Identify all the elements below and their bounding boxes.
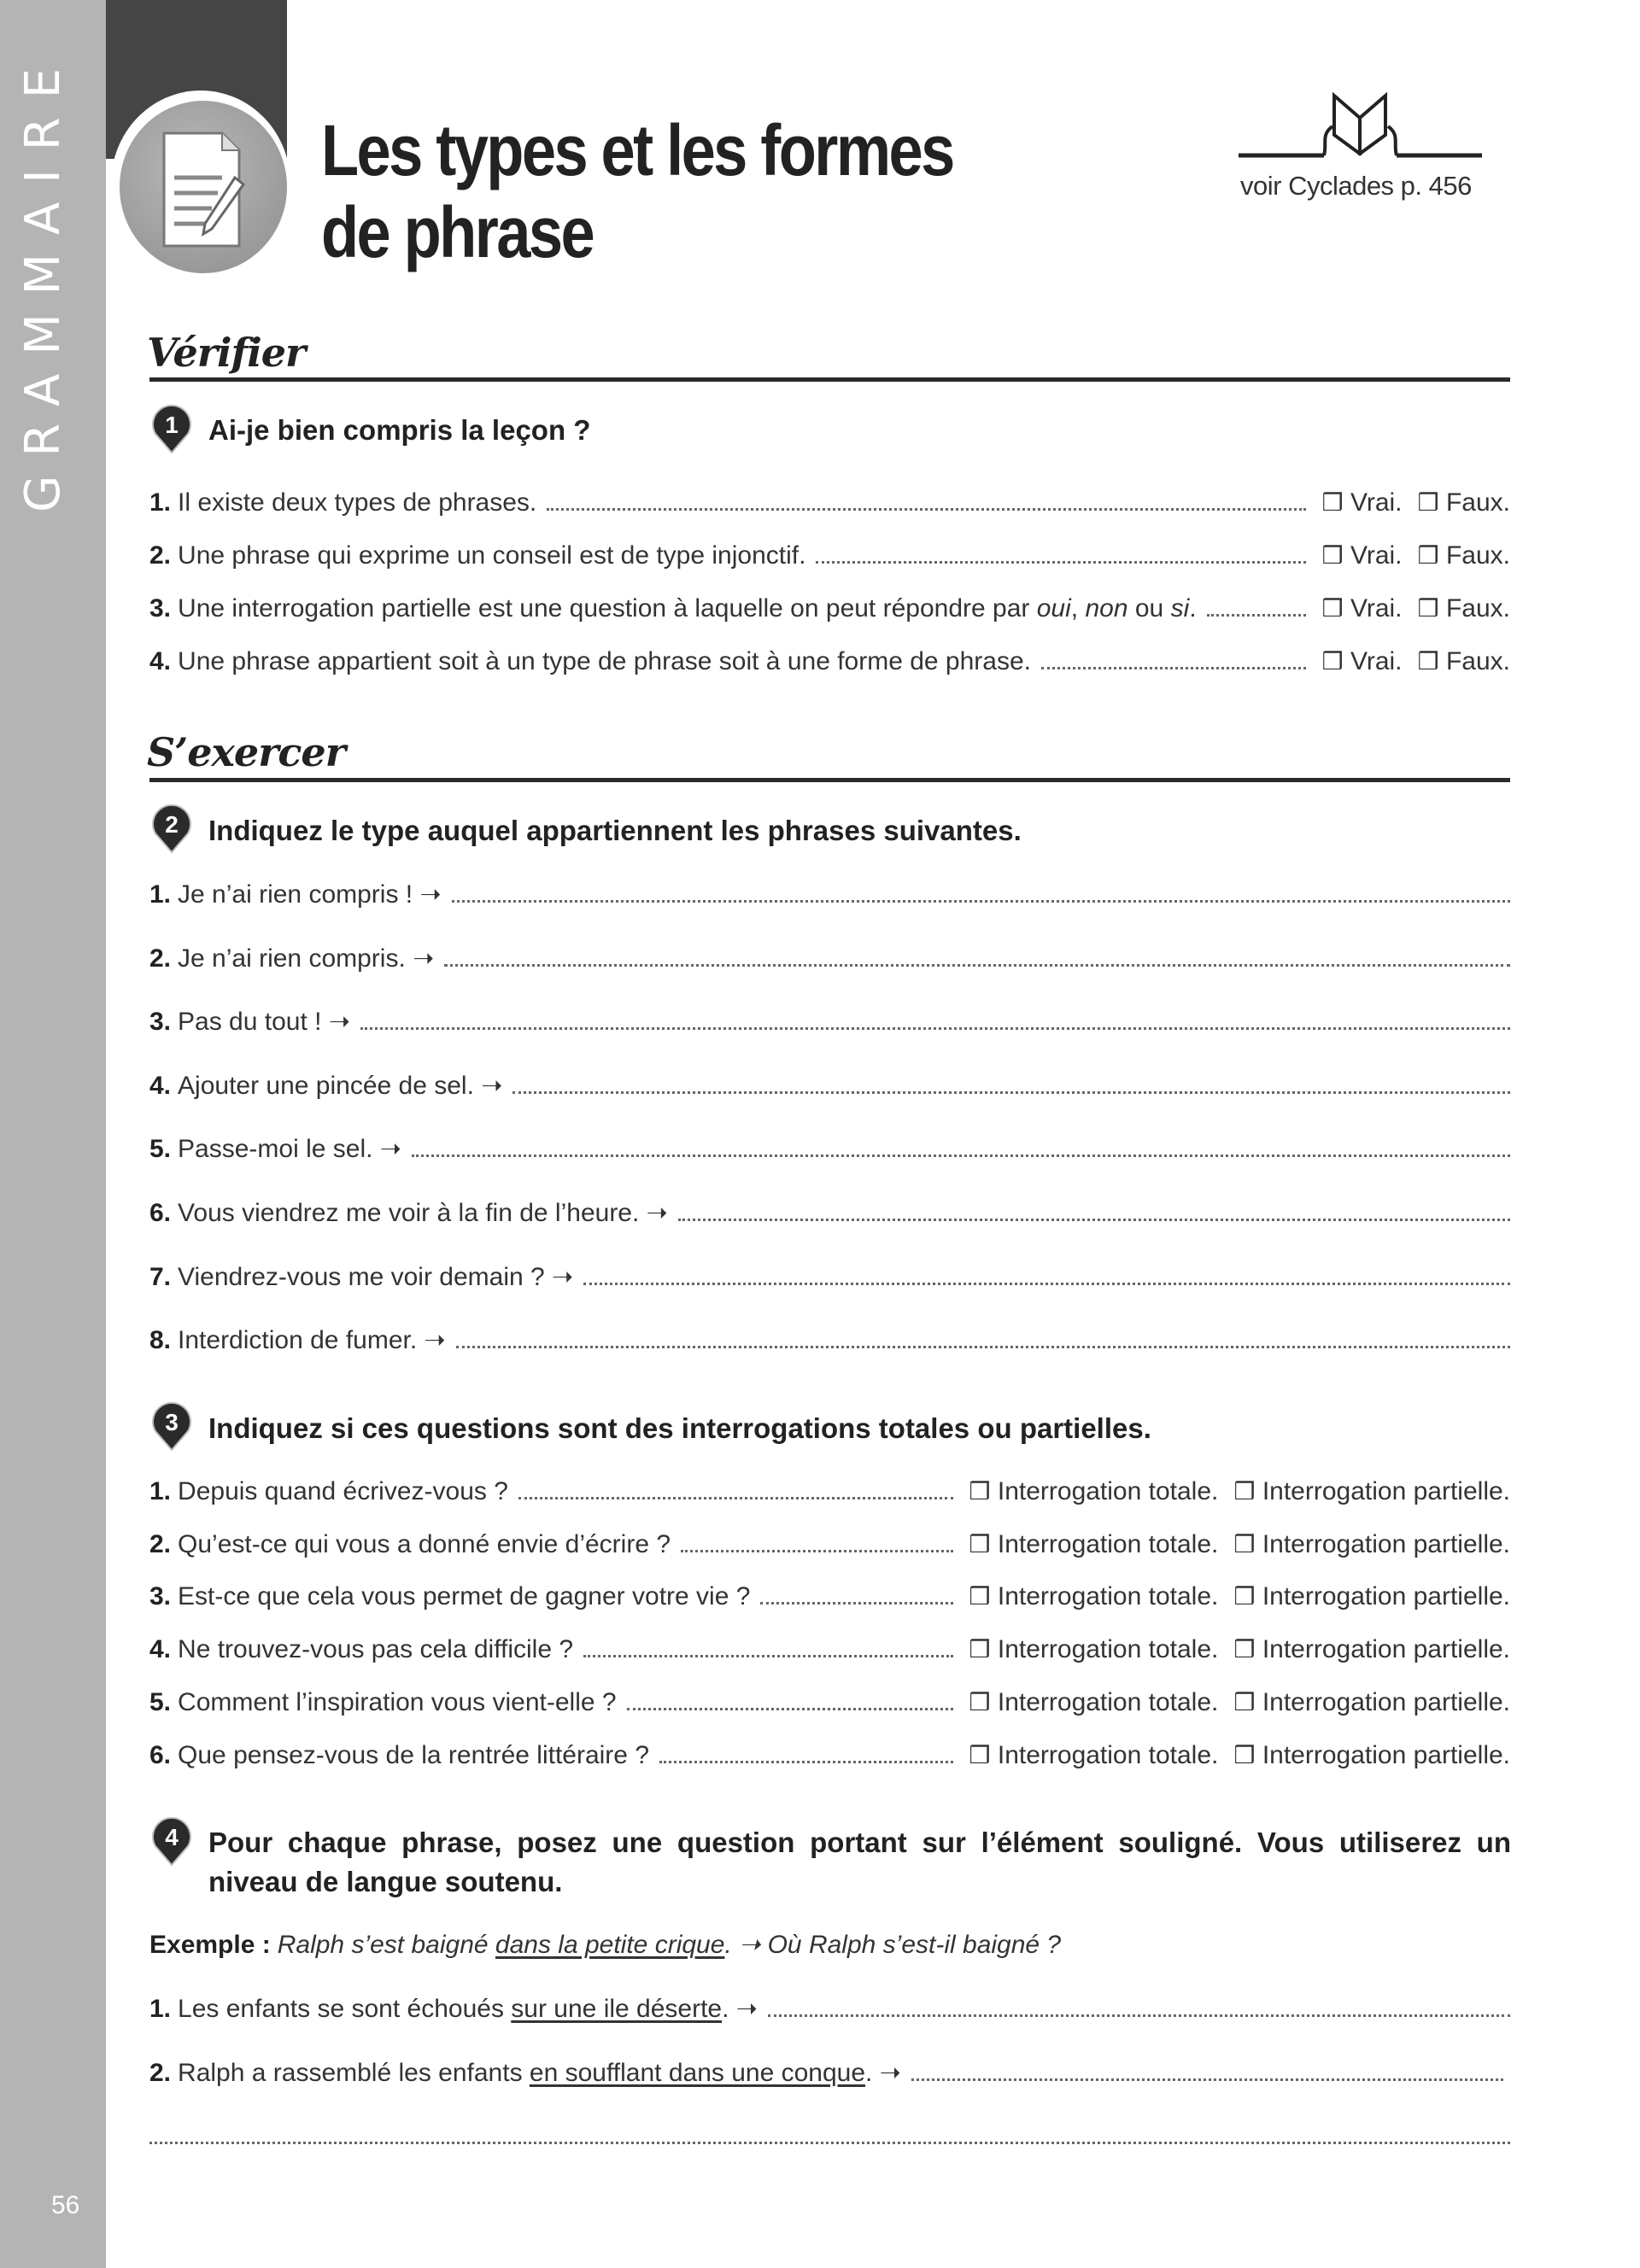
- checkbox-total[interactable]: ❒: [969, 1583, 991, 1610]
- item-number: 1.: [149, 488, 172, 517]
- list-item: [149, 1635, 1510, 1664]
- false-label: Faux.: [1445, 488, 1510, 517]
- exercise-4-title: Pour chaque phrase, posez une question portant sur l’élément souligné. Vous utiliserez un niveau de langue soutenu.: [208, 1827, 1511, 1897]
- item-number: 1.: [149, 880, 172, 909]
- exercise-badge-icon: [150, 1815, 193, 1867]
- section-rule: [149, 377, 1510, 382]
- chapter-label: GRAMMAIRE: [15, 49, 71, 512]
- arrow-icon: ➝: [328, 1008, 350, 1037]
- list-item: [149, 541, 1510, 570]
- title-line-1: Les types et les formes: [321, 110, 953, 190]
- dotted-leader: [760, 1602, 953, 1605]
- checkbox-partial[interactable]: ❒: [1233, 1741, 1256, 1768]
- option-partial-label: Interrogation partielle.: [1262, 1635, 1510, 1664]
- item-number: 6.: [149, 1199, 172, 1227]
- true-label: Vrai.: [1350, 647, 1403, 675]
- answer-line[interactable]: [911, 2078, 1503, 2081]
- list-item: [149, 2058, 1510, 2088]
- title-line-2: de phrase: [321, 192, 594, 272]
- dotted-leader: [547, 508, 1306, 511]
- option-partial-label: Interrogation partielle.: [1262, 1582, 1510, 1611]
- option-total-label: Interrogation totale.: [997, 1529, 1219, 1558]
- true-label: Vrai.: [1350, 594, 1403, 623]
- answer-line[interactable]: [456, 1346, 1510, 1348]
- option-total-label: Interrogation totale.: [997, 1635, 1219, 1664]
- exercise-1-title: Ai-je bien compris la leçon ?: [208, 414, 591, 446]
- exercise-2-title: Indiquez le type auquel appartiennent les phrases suivantes.: [208, 815, 1022, 846]
- list-item: [149, 880, 1510, 909]
- arrow-icon: ➝: [879, 2059, 901, 2087]
- true-label: Vrai.: [1350, 488, 1403, 517]
- dotted-leader: [583, 1655, 953, 1657]
- checkbox-total[interactable]: ❒: [969, 1741, 991, 1768]
- item-text: Il existe deux types de phrases.: [178, 488, 537, 517]
- option-total-label: Interrogation totale.: [997, 1687, 1219, 1716]
- item-text: Qu’est-ce qui vous a donné envie d’écrire ?: [178, 1529, 671, 1558]
- checkbox-total[interactable]: ❒: [969, 1636, 991, 1663]
- item-text: Ne trouvez-vous pas cela difficile ?: [178, 1635, 574, 1664]
- item-number: 3.: [149, 594, 172, 623]
- answer-line[interactable]: [452, 900, 1510, 903]
- item-number: 6.: [149, 1740, 172, 1769]
- svg-text:1: 1: [165, 412, 179, 438]
- list-item: [149, 1530, 1510, 1559]
- item-text: Que pensez-vous de la rentrée littéraire ?: [178, 1740, 649, 1769]
- document-pencil-icon: [120, 101, 287, 273]
- false-label: Faux.: [1445, 647, 1510, 675]
- item-text: Une phrase qui exprime un conseil est de type injonctif.: [178, 541, 806, 570]
- item-number: 8.: [149, 1326, 172, 1355]
- answer-line[interactable]: [360, 1027, 1510, 1030]
- example-label: Exemple :: [149, 1931, 271, 1959]
- item-text: Ajouter une pincée de sel.: [178, 1071, 474, 1100]
- item-text: Pas du tout !: [178, 1008, 322, 1037]
- dotted-leader: [1041, 667, 1306, 669]
- checkbox-true[interactable]: ❒: [1321, 648, 1344, 675]
- answer-line[interactable]: [412, 1154, 1510, 1157]
- checkbox-partial[interactable]: ❒: [1233, 1688, 1256, 1716]
- arrow-icon: ➝: [646, 1199, 668, 1227]
- arrow-icon: ➝: [424, 1326, 446, 1355]
- item-text: Comment l’inspiration vous vient-elle ?: [178, 1687, 617, 1716]
- checkbox-true[interactable]: ❒: [1321, 542, 1344, 569]
- answer-line[interactable]: [149, 2142, 1510, 2144]
- item-text: Viendrez-vous me voir demain ?: [178, 1262, 545, 1291]
- item-number: 3.: [149, 1582, 172, 1611]
- arrow-icon: ➝: [735, 1995, 758, 2023]
- item-text: Depuis quand écrivez-vous ?: [178, 1477, 508, 1505]
- list-item: [149, 488, 1510, 517]
- checkbox-true[interactable]: ❒: [1321, 595, 1344, 622]
- option-total-label: Interrogation totale.: [997, 1477, 1219, 1505]
- checkbox-true[interactable]: ❒: [1321, 489, 1344, 516]
- checkbox-false[interactable]: ❒: [1417, 489, 1439, 516]
- checkbox-partial[interactable]: ❒: [1233, 1478, 1256, 1505]
- list-item: [149, 1325, 1510, 1355]
- checkbox-total[interactable]: ❒: [969, 1530, 991, 1558]
- svg-text:2: 2: [165, 811, 179, 838]
- checkbox-false[interactable]: ❒: [1417, 542, 1439, 569]
- list-item: [149, 1994, 1510, 2024]
- dotted-leader: [816, 561, 1306, 564]
- answer-line[interactable]: [512, 1091, 1510, 1094]
- answer-line[interactable]: [583, 1283, 1510, 1285]
- option-partial-label: Interrogation partielle.: [1262, 1687, 1510, 1716]
- dotted-leader: [681, 1550, 953, 1552]
- item-text: Une phrase appartient soit à un type de phrase soit à une forme de phrase.: [178, 647, 1031, 675]
- example-text: Ralph s’est baigné dans la petite crique. ➝ Où Ralph s’est-il baigné ?: [277, 1931, 1062, 1959]
- item-text: Je n’ai rien compris !: [178, 880, 413, 909]
- item-number: 2.: [149, 1529, 172, 1558]
- item-number: 4.: [149, 1071, 172, 1100]
- item-text: Je n’ai rien compris.: [178, 944, 406, 973]
- dotted-leader: [518, 1497, 953, 1499]
- section-title-verifier: Vérifier: [147, 330, 306, 376]
- exercise-badge-icon: [150, 1400, 193, 1452]
- item-number: 4.: [149, 1635, 172, 1664]
- item-number: 3.: [149, 1008, 172, 1037]
- exercise-3-title: Indiquez si ces questions sont des interrogations totales ou partielles.: [208, 1412, 1151, 1444]
- section-rule: [149, 778, 1510, 782]
- list-item: [149, 594, 1510, 623]
- item-number: 5.: [149, 1135, 172, 1164]
- exercise-badge-icon: [150, 403, 193, 454]
- item-text: Une interrogation partielle est une question à laquelle on peut répondre par oui, non ou si.: [178, 594, 1197, 623]
- arrow-icon: ➝: [739, 1931, 761, 1959]
- item-text: Ralph a rassemblé les enfants en soufflant dans une conque. ➝: [178, 2059, 901, 2087]
- item-number: 2.: [149, 541, 172, 570]
- option-total-label: Interrogation totale.: [997, 1740, 1219, 1769]
- textbook-reference: voir Cyclades p. 456: [1240, 171, 1472, 201]
- false-label: Faux.: [1445, 541, 1510, 570]
- item-text: Les enfants se sont échoués sur une ile déserte. ➝: [178, 1995, 758, 2023]
- list-item: [149, 1262, 1510, 1292]
- item-text: Est-ce que cela vous permet de gagner votre vie ?: [178, 1582, 751, 1611]
- answer-line[interactable]: [678, 1219, 1510, 1221]
- list-item: [149, 1071, 1510, 1101]
- arrow-icon: ➝: [419, 880, 442, 909]
- checkbox-partial[interactable]: ❒: [1233, 1530, 1256, 1558]
- item-text: Passe-moi le sel.: [178, 1135, 373, 1164]
- checkbox-false[interactable]: ❒: [1417, 648, 1439, 675]
- list-item: [149, 647, 1510, 676]
- option-total-label: Interrogation totale.: [997, 1582, 1219, 1611]
- option-partial-label: Interrogation partielle.: [1262, 1740, 1510, 1769]
- dotted-leader: [659, 1761, 953, 1763]
- svg-text:3: 3: [165, 1409, 179, 1435]
- example-line: [149, 1930, 1510, 1960]
- answer-line[interactable]: [444, 964, 1510, 967]
- arrow-icon: ➝: [413, 944, 435, 973]
- true-label: Vrai.: [1350, 541, 1403, 570]
- list-item: [149, 1582, 1510, 1611]
- list-item: [149, 1688, 1510, 1717]
- list-item: [149, 1198, 1510, 1228]
- list-item: [149, 1007, 1510, 1037]
- option-partial-label: Interrogation partielle.: [1262, 1529, 1510, 1558]
- exercise-badge-icon: [150, 803, 193, 854]
- section-title-exercer: S’exercer: [147, 729, 345, 775]
- option-partial-label: Interrogation partielle.: [1262, 1477, 1510, 1505]
- item-text: Vous viendrez me voir à la fin de l’heure.: [178, 1199, 640, 1227]
- dotted-leader: [627, 1708, 954, 1710]
- checkbox-partial[interactable]: ❒: [1233, 1583, 1256, 1610]
- page-number: 56: [51, 2191, 80, 2219]
- checkbox-false[interactable]: ❒: [1417, 595, 1439, 622]
- item-number: 2.: [149, 944, 172, 973]
- svg-text:4: 4: [165, 1824, 179, 1850]
- false-label: Faux.: [1445, 594, 1510, 623]
- checkbox-total[interactable]: ❒: [969, 1478, 991, 1505]
- item-number: 7.: [149, 1262, 172, 1291]
- arrow-icon: ➝: [552, 1262, 574, 1291]
- list-item: [149, 1741, 1510, 1770]
- item-number: 5.: [149, 1687, 172, 1716]
- item-number: 2.: [149, 2059, 172, 2087]
- reading-book-icon: [1239, 92, 1482, 165]
- list-item: [149, 944, 1510, 973]
- item-number: 1.: [149, 1995, 172, 2023]
- item-number: 1.: [149, 1477, 172, 1505]
- checkbox-total[interactable]: ❒: [969, 1688, 991, 1716]
- dotted-leader: [1207, 614, 1307, 617]
- list-item: [149, 1134, 1510, 1164]
- checkbox-partial[interactable]: ❒: [1233, 1636, 1256, 1663]
- arrow-icon: ➝: [481, 1071, 503, 1100]
- arrow-icon: ➝: [379, 1135, 401, 1164]
- item-text: Interdiction de fumer.: [178, 1326, 418, 1355]
- item-number: 4.: [149, 647, 172, 675]
- list-item: [149, 1477, 1510, 1506]
- answer-line[interactable]: [768, 2014, 1510, 2017]
- page-title: [321, 109, 1056, 273]
